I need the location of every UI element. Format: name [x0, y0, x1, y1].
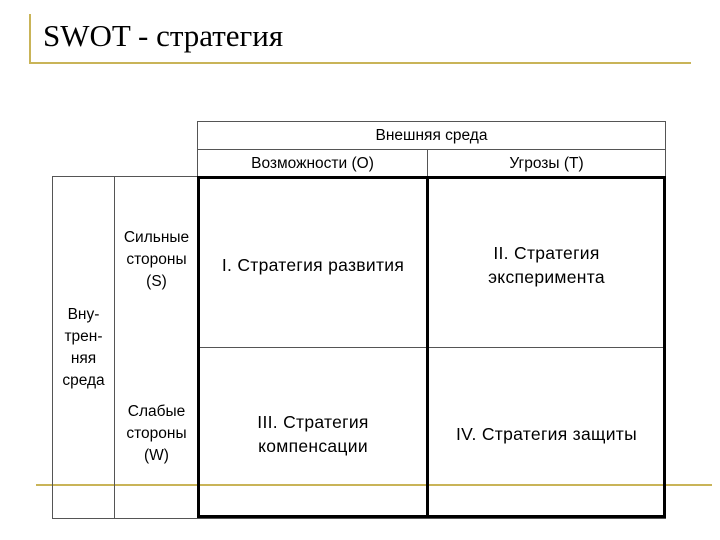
strategy-development: I. Стратегия развития: [221, 255, 405, 275]
strategy-grid-bottom: [197, 515, 666, 518]
row-divider-line: [199, 347, 666, 348]
slide-title: SWOT - стратегия: [43, 18, 284, 53]
strategy-grid-left: [197, 176, 200, 518]
strategy-grid-top: [197, 176, 666, 179]
bottom-frame-line: [52, 518, 666, 519]
strategy-defense: IV. Стратегия защиты: [456, 424, 637, 444]
strengths-header: Сильные стороны (S): [123, 229, 190, 290]
weaknesses-header: Слабые стороны (W): [126, 403, 187, 464]
internal-environment-header: Вну- трен- няя среда: [62, 305, 105, 389]
strategy-experiment: II. Стратегия эксперимента: [488, 243, 605, 287]
external-environment-header: Внешняя среда: [197, 121, 666, 150]
strategy-grid-right: [663, 176, 666, 518]
threats-header: Угрозы (Т): [427, 149, 666, 178]
strategy-grid-middle: [426, 176, 429, 518]
strategy-compensation: III. Стратегия компенсации: [257, 412, 369, 456]
opportunities-header: Возможности (О): [197, 149, 428, 178]
